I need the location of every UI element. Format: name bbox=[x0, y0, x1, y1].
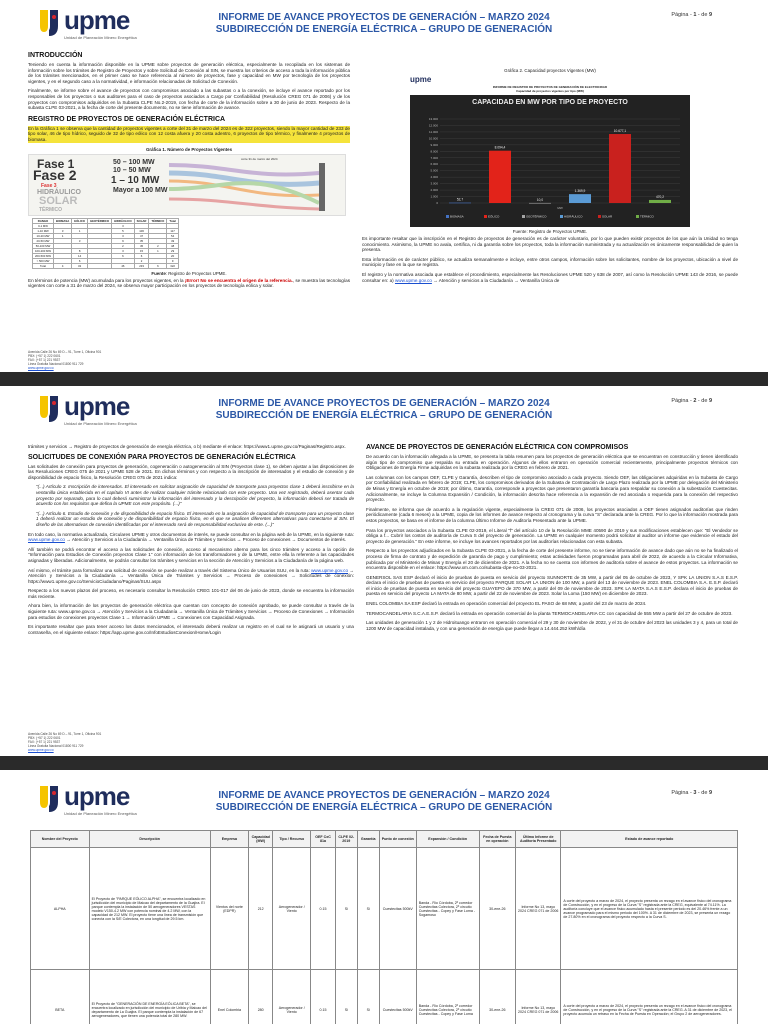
legend-entry: TÉRMICO bbox=[640, 214, 654, 219]
footer-pbx: PBX: (+57 1) 222 0601 bbox=[28, 354, 61, 358]
logo-text: upme bbox=[64, 781, 130, 811]
chart-y-tick: 13.000 bbox=[428, 117, 438, 121]
section-title-solicitudes: SOLICITUDES DE CONEXIÓN PARA PROYECTOS DE GENERACIÓN ELÉCTRICA bbox=[28, 453, 296, 461]
fig1-range4: Mayor a 100 MW bbox=[113, 186, 168, 194]
table-cell-estado: A corte del proyecto a marzo de 2024, el proyecto presenta un rezago en el avance físico del cronograma de Construcción, y en el progreso de la Curva "S" registrada ante la CREG, equivalente al 74.11%. La auditoría concluye que el avance físico acumulado hasta el presente periodo es del 20.46% frente a un avance programado para el mismo periodo del 100%. A 31 de diciembre de 2023, se presenta un rezago de 27.80% en el cronograma del proyecto respecto a la Curva S. bbox=[561, 848, 738, 970]
table-cell: 20-50 MW bbox=[33, 238, 54, 243]
page-mid: - de bbox=[696, 790, 709, 796]
table-cell-cap: 280 bbox=[248, 970, 272, 1024]
table-cell: 3 bbox=[54, 228, 72, 233]
fig1-date: corte 31 de marzo del 2024 bbox=[241, 156, 278, 161]
legend-swatch bbox=[636, 215, 639, 218]
page-current: 1 bbox=[693, 12, 697, 18]
table-cell: 47 bbox=[134, 233, 149, 238]
title-line-2: SUBDIRECCIÓN DE ENERGÍA ELÉCTRICA – GRUPO DE GENERACIÓN bbox=[215, 24, 553, 35]
footer-fax: FAX: (+57 1) 221 9537 bbox=[28, 740, 61, 744]
sol-paragraph-3: Allí también se podrá encontrar el acceso a las solicitudes de conexión, acceso al mecanismo alterno para los cinco trámites y acceso a la opción de "Información para Estudios de Conexión proyectos Clase 1" con información de los transformadores y de la UPME, entre ella la referente a las capacidades asignadas y liberadas. Adicionalmente, se podrán consultar los trámites y servicios en la sección de Atención y Servicios a la Ciudadanía de la página web. bbox=[28, 546, 354, 563]
right-column bbox=[366, 444, 738, 635]
right-column bbox=[362, 52, 738, 287]
chart-data-label: 10.677,1 bbox=[613, 129, 627, 134]
figure-2-block bbox=[410, 75, 738, 227]
table-cell-clpe: Si bbox=[336, 970, 358, 1024]
chart-title: CAPACIDAD EN MW POR TIPO DE PROYECTO bbox=[472, 99, 628, 106]
table-cell: 54 bbox=[167, 233, 178, 238]
table-cell: 3 bbox=[112, 223, 135, 228]
table-cell: 6 bbox=[72, 258, 88, 263]
legend-swatch bbox=[598, 215, 601, 218]
document-page-3 bbox=[0, 770, 768, 1024]
sol4-text-a: Así mismo, el trámite para formalizar una solicitud de conexión se puede realizar a través del Sistema Único de Usuarios SUU, en la ruta: bbox=[28, 567, 312, 573]
chart-y-tick: 4.000 bbox=[430, 175, 438, 180]
document-title bbox=[0, 12, 768, 36]
table-cell-cap: 212 bbox=[248, 848, 272, 970]
figure-2-caption: Gráfica 2. Capacidad proyectos Vigentes (MW) bbox=[504, 68, 596, 73]
right-paragraph-1: Es importante resaltar que la inscripción en el Registro de proyectos de generación es de carácter voluntario, por lo que pueden existir proyectos de los que aún la Unidad no tenga conocimiento. Asimismo, la UPME no avala, certifica, ni da garantía sobre los proyectos, toda la información suministrada y su actualización es únicamente responsabilidad de quien la presenta. bbox=[362, 236, 738, 253]
table-cell: 2 bbox=[149, 243, 167, 248]
page-total: 9 bbox=[708, 790, 712, 796]
table-header-cell: Descripción bbox=[89, 831, 210, 848]
upme-link[interactable]: www.upme.gov.co bbox=[311, 567, 349, 573]
document-title bbox=[0, 398, 768, 422]
table-cell: 1 bbox=[149, 248, 167, 253]
legend-swatch bbox=[560, 215, 563, 218]
fig1-range1: 50 – 100 MW bbox=[113, 158, 155, 166]
table-cell-punto: Cuestecitas 500kV bbox=[379, 970, 416, 1024]
page-header bbox=[0, 770, 768, 826]
sol-paragraph-6: Ahora bien, la información de los proyectos de generación eléctrica que cuentan con concepto de conexión aprobado, se puede consultar a través de la siguiente ruta: www.upme.gov.co → Atención y Servicios a la Ciudadanía → Ventanilla Única de Trámites y Servicios → Proceso de Conexiones → Información para estudios de conexiones proyectos Clase 1 → Información UPME → Conexiones con Capacidad Asignada. bbox=[28, 603, 354, 620]
table-cell: 8 bbox=[72, 248, 88, 253]
page-mid: - de bbox=[696, 12, 709, 18]
legend-swatch bbox=[522, 215, 525, 218]
footer-pbx: PBX: (+57 1) 222 0601 bbox=[28, 736, 61, 740]
logo-tagline: Unidad de Planeación Minero Energética bbox=[64, 35, 137, 40]
page-current: 3 bbox=[693, 790, 697, 796]
mw-text-b: , se muestra las tecnologías vigentes con corte a 31 de marzo del 2024, se observa mayor participación en los proyectos de tecnología eólica y solar. bbox=[28, 277, 350, 289]
title-line-2: SUBDIRECCIÓN DE ENERGÍA ELÉCTRICA – GRUPO DE GENERACIÓN bbox=[215, 410, 553, 421]
capacity-bar-chart bbox=[410, 95, 690, 227]
table-cell-punto: Cuestecitas 500kV bbox=[379, 848, 416, 970]
table-header-row bbox=[31, 831, 738, 848]
table-cell: 100-200 MW bbox=[33, 248, 54, 253]
table-cell bbox=[87, 263, 111, 268]
table-cell: 48 bbox=[167, 243, 178, 248]
table-cell: 322 bbox=[167, 263, 178, 268]
document-page-1 bbox=[0, 0, 768, 372]
fig1-tec3: TÉRMICO bbox=[39, 206, 63, 213]
legend-entry: EÓLICO bbox=[488, 214, 500, 219]
mw-text-a: En términos de potencia (MW) acumulada para los proyectos vigentes, en la bbox=[28, 277, 185, 283]
table-cell-audit: Informe No 13, mayo 2024 CREG 071 de 2006 bbox=[516, 970, 561, 1024]
footer-address: Avenida Calle 26 No 69 D – 91, Torre 1, Oficina 901 bbox=[28, 350, 102, 354]
chart-y-tick: 1.000 bbox=[430, 194, 438, 199]
table-header-cell: Punto de conexión bbox=[379, 831, 416, 848]
av-paragraph-1: De acuerdo con la información allegada a la UPME, se presenta la tabla resumen para los proyectos de generación eléctrica que se encuentran en construcción y tienen identificado algún tipo de compromiso que respalda su entrada en operación. Algunos de ellos entraron en operación comercial recientemente, principalmente proyectos térmicos con Obligaciones de Energía Firme adquiridas en la subasta realizada por la CREG en febrero de 2021. bbox=[366, 454, 738, 471]
table-cell: 49 bbox=[167, 238, 178, 243]
table-header-cell: Último Informe de Auditoría Presentado bbox=[516, 831, 561, 848]
highlighted-paragraph: En la Gráfica 1 se observa que la cantidad de proyectos vigentes a corte del 31 de marzo del 2024 es de 322 proyectos, siendo la mayor cantidad de 233 de tipo solar, 46 de tipo hídrico, seguido de 32 de tipo eólico con 12 costa afuera y 20 costa adentro, 6 proyectos de tipo térmico, y finalmente 4 proyectos de biomasa. bbox=[28, 125, 350, 142]
table-header-cell: HIDRÁULICO bbox=[112, 218, 135, 223]
table-cell-desc: El Proyecto de "PARQUE EÓLICO ALPHA", se encuentra localizado en jurisdicción del municipio de Maicao del departamento de la Guajira. El parque contempla la instalación de 50 aerogeneradores VESTAS modelo V150-4.2 MW con potencia nominal de 4.2 MW, con la capacidad de 212 MW. El proyecto tiene una línea de transmisión que conecta con la S/E Colectora, en una longitud de 29.5 km. bbox=[89, 848, 210, 970]
section-title-registro: REGISTRO DE PROYECTOS DE GENERACIÓN ELÉCTRICA bbox=[28, 115, 226, 123]
figure-1-infographic bbox=[28, 154, 346, 216]
av-paragraph-3: Finalmente, se informa que de acuerdo a la regulación vigente, especialmente la CREG 071 de 2006, los proyectos asociados a OEF tienen asignados auditorías que rinden periódicamente (cada 6 meses) a la UPME, copia de los informes de avance respecto al cronograma y la curva "S" declarada ante la CREG. Por lo que la información mostrada para estos proyectos, se basa en el informe de la columna Último Informe de Auditoría Presentado ante la UPME. bbox=[366, 506, 738, 523]
table-cell-tipo: Aerogenerador / Viento bbox=[273, 848, 311, 970]
logo-text: upme bbox=[64, 391, 130, 421]
av-paragraph-6: GENERSOL SAS ESP declaró el inicio de pruebas de puesta en servicio del proyecto SUNNORTE de 35 MW, a partir del 05 de octubre de 2023, Y SPK LA UNION S.A.S E.S.P. declara el inicio de pruebas de puesta en servicio del proyecto PARQUE SOLAR LA UNION de 100 MW, a partir del 13 de noviembre de 2023. ENEL COLOMBIA S.A. E.S.P. declaró el inicio de pruebas de puesta en servicio del proyecto GUAYEPO de 370 MW, a partir del 09 de noviembre de 2023. SPK LA MATA S.A.S E.S.P. declara el inicio de pruebas de puesta en servicio del proyecto LA MATA de 80 MW, a partir del 22 de noviembre de 2023. Solar la Loma (150 MW) en diciembre de 2023. bbox=[366, 574, 738, 597]
table-header-cell: SOLAR bbox=[134, 218, 149, 223]
chart-data-label: 10,0 bbox=[536, 197, 544, 202]
table-cell-name: ALPHA bbox=[31, 848, 90, 970]
sol-paragraph-5: Respecto a los nuevos plazos del proceso, es necesario consultar la Resolución CREG 101-017 del 06 de junio de 2023, donde se encuentra la información más reciente. bbox=[28, 588, 354, 599]
table-cell: 106 bbox=[134, 228, 149, 233]
fig1-fase1: Fase 1 bbox=[37, 156, 75, 171]
sol4-text-b: → Atención y Servicios a la Ciudadanía → Ventanilla Única de Trámites y Servicios → Proceso de conexiones → Solicitudes de conexión: https://www1.upme.gov.co/ServicioCiudadano/Paginas/SUU.aspx bbox=[28, 567, 354, 584]
table-cell-oef: 0.15 bbox=[311, 848, 336, 970]
page-prefix: Página - bbox=[671, 790, 694, 796]
legend-entry: SOLAR bbox=[602, 214, 613, 219]
chart-subtitle-1: INFORME DE REGISTRO DE PROYECTOS DE GENERACIÓN DE ELECTRICIDAD bbox=[492, 85, 608, 89]
table-cell: 20 bbox=[167, 253, 178, 258]
table-cell: 233 bbox=[134, 263, 149, 268]
table-header-cell: GEOTÉRMICO bbox=[87, 218, 111, 223]
document-page-2 bbox=[0, 386, 768, 756]
table-cell-name: BETA bbox=[31, 970, 90, 1024]
r3-text-a: El registro y la normativa asociada que establece el procedimiento, especialmente las Resoluciones UPME 520 y 638 de 2007, así como la Resolución UPME 143 de 2016, se puede consultar en: a) bbox=[362, 271, 738, 283]
page-mid: - de bbox=[696, 398, 709, 404]
sol-quote-1: "(...) Artículo 3. Inscripción de interesados. El interesado en solicitar asignación de capacidad de transporte para proyectos clase 1 deberá inscribirse en la ventanilla única establecida en el capítulo VI antes de realizar cualquier trámite relacionado con este proyecto. Una vez registrado, deberá asentar cada proyecto por separado, para lo cual deberá suministrar la información del interesado y la descripción del proyecto, la información deberá ser tratada de acuerdo con los requisitos que defina la UPME con este propósito. (...)" bbox=[36, 484, 354, 507]
table-cell-fecha: 30-ene-26 bbox=[479, 848, 515, 970]
figure-1-caption: Gráfica 1. Número de Proyectos Vigentes bbox=[145, 146, 233, 152]
table-cell-audit: Informe No 13, mayo 2024 CREG 071 de 2006 bbox=[516, 848, 561, 970]
chart-y-tick: 9.000 bbox=[430, 142, 438, 147]
table-header-cell: TÉRMICO bbox=[149, 218, 167, 223]
table-cell: 1 bbox=[54, 233, 72, 238]
chart-x-label: MW bbox=[557, 206, 563, 210]
table-cell: 46 bbox=[112, 263, 135, 268]
intro-paragraph-2: Finalmente, se informe sobre el avance de proyectos con compromisos asociado a las subastas o a la conexión, se incluye el avance reportado por los responsables de los proyectos o sus auditores para el caso de proyectos asociados a Cargo por Confiabilidad (Resolución CREG 071 de 2006) y de los proyectos con compromisos adquiridos en la Subasta CLPE No.2-2019, con fecha de corte de la información sobre a 30 de junio de 2023. Respecto de la subasta CLPE 03-2021, a la fecha de corte del presente documento, no se tiene información de avance. bbox=[28, 88, 350, 111]
sol2-text-b: → Atención y Servicios a la Ciudadanía → Ventanilla Única de Trámites y Servicios → Proceso de conexiones → Documentos de interés. bbox=[64, 537, 347, 543]
fig1-range3: 1 – 10 MW bbox=[111, 174, 160, 186]
footer-line: Línea Gratuita Nacional 01800 911 729 bbox=[28, 744, 84, 748]
chart-data-label: 470,2 bbox=[656, 194, 664, 199]
table-header-cell: EÓLICO bbox=[72, 218, 88, 223]
chart-bar bbox=[609, 134, 631, 203]
av-paragraph-8: TERMOCANDELARIA S.C.A.E.S.P. declaró la entrada en operación comercial de la planta TERMOCANDELARIA CC con capacidad de 555 MW a partir del 27 de octubre de 2023. bbox=[366, 610, 733, 616]
av-paragraph-4: Para los proyectos asociados a la Subasta CLPE 02-2019, el Literal "f" del artículo 10 de la Resolución MME 40590 de 2019 y sus modificaciones establecen que: "El Vendedor se obliga a f... Cubrir los costos de auditoría de Curva S del proyecto de generación. La UPME en cualquier momento podrá solicitar al auditor un informe que evidencie el estado del proyecto de generación." En este informe, se incluye los avances reportados por las auditorías relacionadas con esta subasta. bbox=[366, 527, 738, 544]
table-cell: 14 bbox=[72, 253, 88, 258]
page-current: 2 bbox=[693, 398, 697, 404]
chart-y-tick: 0 bbox=[436, 201, 438, 205]
figure-1-table bbox=[32, 218, 179, 269]
r3-text-b: → Atención y servicios a la Ciudadanía → Ventanilla Única de bbox=[431, 277, 560, 283]
table-cell: > 500 MW bbox=[33, 258, 54, 263]
logo-text: upme bbox=[64, 5, 130, 35]
table-cell-gar: Si bbox=[357, 970, 379, 1024]
table-cell-estado: A corte del proyecto a marzo de 2024, el proyecto presenta un rezago en el avance físico del cronograma de Construcción, y en el progreso de la Curva "S" registrada ante la CREG. A 31 de diciembre de 2023, el proyecto acumula un retraso en la Fecha de Puesta en Operación; el Grupo 2 de aerogeneradores. bbox=[561, 970, 738, 1024]
fig1-source-text: : Registro de Proyectos UPME. bbox=[165, 270, 227, 276]
table-cell-empresa: Enel Colombia bbox=[210, 970, 248, 1024]
sol-paragraph-7: Es importante resaltar que para tener acceso los datos mencionados, el interesado deberá realizar un registro en el cual se le asignará un usuario y una contraseña, en el siguiente enlace: https://app.upme.gov.co/InfoEstudiosConexion/Home/Login bbox=[28, 624, 354, 635]
title-line-2: SUBDIRECCIÓN DE ENERGÍA ELÉCTRICA – GRUPO DE GENERACIÓN bbox=[215, 802, 553, 813]
legend-entry: BIOMASA bbox=[450, 214, 464, 219]
table-header-cell: Estado de avance reportado bbox=[561, 831, 738, 848]
chart-bar bbox=[569, 194, 591, 203]
fig1-range2: 10 – 50 MW bbox=[113, 166, 151, 174]
table-header-cell: Capacidad (MW) bbox=[248, 831, 272, 848]
table-cell: 32 bbox=[72, 263, 88, 268]
table-cell-gar: Si bbox=[357, 848, 379, 970]
logo-tagline: Unidad de Planeación Minero Energética bbox=[64, 421, 137, 426]
footer-web: www.upme.gov.co bbox=[28, 366, 54, 370]
table-cell: 6 bbox=[112, 253, 135, 258]
figure-1-source bbox=[28, 271, 350, 276]
table-cell: 117 bbox=[167, 228, 178, 233]
footer-web: www.upme.gov.co bbox=[28, 748, 54, 752]
table-cell: 35 bbox=[134, 238, 149, 243]
av-paragraph-9: Las unidades de generación 1 y 2 de Hidroituango entraron en operación comercial el 29 y 30 de noviembre de 2022, y el 31 de octubre del 2023 las unidades 3 y 4, para un total de 1200 MW de capacidad instalada, y con una generación de energía que puede llegar a 14.444.252 kWh/día bbox=[366, 620, 738, 631]
chart-y-tick: 11.000 bbox=[429, 129, 438, 134]
table-cell-clpe: Si bbox=[336, 848, 358, 970]
chart-bar bbox=[449, 203, 471, 204]
av-paragraph-5: Respecto a los proyectos adjudicados en la Subasta CLPE 03-2021, a la fecha de corte del presente informe, no se tiene información de avance dado que aún no se ha finalizado el proceso de firma de contrato y de expedición de garantía de pago y cumplimiento; estas actividades fueron programadas para abril de 2022, de acuerdo a la Circular Informativa, publicada por el Ministerio de Minas y Energía el 20 de diciembre de 2021. A la fecha no se cuenta con informes de auditoría sobre el avance de estos proyectos. La información se encuentra disponible en el enlace: https://www.xm.com.co/subasta-clpe-no-03-2021. bbox=[366, 548, 738, 571]
table-cell: 9 bbox=[167, 258, 178, 263]
sol2-text-a: En todo caso, la normativa actualizada, Circulares UPME y otros documentos de interés, se puede consultar en la página web de la UPME, en la siguiente ruta: bbox=[28, 531, 354, 537]
legend-entry: HIDRÁULICO bbox=[564, 214, 583, 219]
footer-line: Línea Gratuita Nacional 01800 911 729 bbox=[28, 362, 84, 366]
table-header-cell: Empresa bbox=[210, 831, 248, 848]
right-paragraph-2: Esta información es de carácter público, se actualiza semanalmente e incluye, entre otros campos, información sobre los solicitantes, nombre de los proyectos, ubicación a nivel de municipio y fase en la que se registra. bbox=[362, 256, 738, 268]
table-row bbox=[31, 970, 738, 1024]
logo-tagline: Unidad de Planeación Minero Energética bbox=[64, 811, 137, 816]
chart-data-label: 8.094,4 bbox=[494, 145, 506, 150]
table-header-cell: OEF CxC 81a bbox=[311, 831, 336, 848]
chart-y-tick: 5.000 bbox=[430, 168, 438, 173]
chart-y-tick: 10.000 bbox=[428, 136, 438, 141]
legend-entry: GEOTÉRMICO bbox=[526, 214, 547, 219]
page-footer bbox=[28, 732, 101, 752]
table-header-cell: RANGO bbox=[33, 218, 54, 223]
chart-logo: upme bbox=[410, 75, 432, 84]
upme-link[interactable]: www.upme.gov.co bbox=[394, 277, 432, 283]
table-cell: 10-20 MW bbox=[33, 233, 54, 238]
page-prefix: Página - bbox=[671, 398, 694, 404]
table-cell: 3 bbox=[112, 248, 135, 253]
table-header-cell: Garantía bbox=[357, 831, 379, 848]
document-title bbox=[0, 790, 768, 814]
table-cell: 3 bbox=[112, 233, 135, 238]
fig1-tec1: HIDRÁULICO bbox=[37, 188, 81, 196]
chart-data-label: 1.369,9 bbox=[574, 189, 586, 194]
table-cell: 50-100 MW bbox=[33, 243, 54, 248]
sol-paragraph-2 bbox=[28, 532, 354, 543]
left-column bbox=[28, 52, 350, 293]
table-cell: 29 bbox=[167, 248, 178, 253]
fig1-fase2: Fase 2 bbox=[33, 166, 77, 183]
page-footer bbox=[28, 350, 101, 370]
table-cell: 6 bbox=[149, 263, 167, 268]
table-cell: 4 bbox=[54, 263, 72, 268]
page-header bbox=[0, 386, 768, 432]
chart-plot bbox=[410, 95, 690, 227]
continued-paragraph: trámites y servicios → Registro de proyectos de generación de energía eléctrica, o b) mediante el enlace: https://www1.upme.gov.co/Paginas/Registro.aspx. bbox=[28, 444, 346, 449]
chart-y-tick: 8.000 bbox=[430, 149, 438, 154]
chart-y-tick: 6.000 bbox=[430, 162, 438, 167]
table-cell: 1 bbox=[72, 228, 88, 233]
table-cell-exp: Banda - Río Córdoba, 2º corredor Cuestecitas Colectora, 2º circuito Cuestecitas - Copey y Fase Loma - Sogamoso bbox=[416, 848, 479, 970]
footer-address: Avenida Calle 26 No 69 D – 91, Torre 1, Oficina 901 bbox=[28, 732, 102, 736]
sol-quote-2: "(...) Artículo 6. Estudio de conexión y de disponibilidad de espacio físico. El interesado en la asignación de capacidad de transporte para un proyecto clase 1 deberá realizar un estudio de conexión y de disponibilidad de espacio físico, en el que se analicen diferentes alternativas para conectarse al SIN. El diseño de las alternativas de conexión identificadas por el interesado será de responsabilidad exclusiva de este. (...)" bbox=[36, 510, 354, 527]
section-title-intro: INTRODUCCIÓN bbox=[28, 52, 83, 59]
table-row bbox=[31, 848, 738, 970]
table-cell: 3 bbox=[72, 238, 88, 243]
table-cell-oef: 0.15 bbox=[311, 970, 336, 1024]
page-number bbox=[671, 398, 712, 404]
page-prefix: Página - bbox=[671, 12, 694, 18]
table-cell: Total bbox=[33, 263, 54, 268]
fig1-fase3: Fase 3 bbox=[41, 182, 57, 189]
page-header bbox=[0, 0, 768, 46]
title-line-1: INFORME DE AVANCE PROYECTOS DE GENERACIÓN – MARZO 2024 bbox=[218, 12, 550, 23]
table-header-cell: BIOMASA bbox=[54, 218, 72, 223]
page-number bbox=[671, 790, 712, 796]
table-header-cell: Fecha de Puesta en operación bbox=[479, 831, 515, 848]
table-cell-tipo: Aerogenerador / Viento bbox=[273, 970, 311, 1024]
title-line-1: INFORME DE AVANCE PROYECTOS DE GENERACIÓN – MARZO 2024 bbox=[218, 790, 550, 801]
table-cell: 2 bbox=[112, 243, 135, 248]
right-paragraph-3 bbox=[362, 272, 738, 283]
chart-y-tick: 7.000 bbox=[430, 155, 438, 160]
footer-fax: FAX: (+57 1) 221 9537 bbox=[28, 358, 61, 362]
fig1-source-label: Fuente bbox=[151, 270, 166, 276]
table-cell-empresa: Vientos del norte (EDPR) bbox=[210, 848, 248, 970]
page-number bbox=[671, 12, 712, 18]
chart-y-tick: 12.000 bbox=[428, 123, 438, 128]
title-line-1: INFORME DE AVANCE PROYECTOS DE GENERACIÓN – MARZO 2024 bbox=[218, 398, 550, 409]
av-paragraph-7: ENEL COLOMBIA SA ESP declaró la entrada en operación comercial del proyecto EL PASO de 68 MW, a partir del 23 de marzo de 2024. bbox=[366, 601, 647, 607]
fig1-tec2: SOLAR bbox=[39, 194, 78, 207]
table-cell: 15 bbox=[134, 248, 149, 253]
table-cell: 1-10 MW bbox=[33, 228, 54, 233]
table-header-cell: Total bbox=[167, 218, 178, 223]
chart-bar bbox=[489, 151, 511, 203]
table-cell: 2 bbox=[134, 258, 149, 263]
table-header-cell: Expansión / Condición bbox=[416, 831, 479, 848]
chart-subtitle-2: Capacidad de proyectos vigentes por tipo (MW) bbox=[516, 89, 584, 93]
table-cell: 5 bbox=[112, 228, 135, 233]
chart-y-tick: 2.000 bbox=[430, 188, 438, 193]
table-cell: 0-1 MW bbox=[33, 223, 54, 228]
left-column bbox=[28, 444, 354, 639]
table-row bbox=[33, 263, 179, 268]
table-cell-desc: El Proyecto de "GENERACIÓN DE ENERGÍA EÓLICA BETA", se encuentra localizado en jurisdicción del municipio de Uribia y Maicao del departamento de La Guajira. El parque contempla la instalación de 67 aerogeneradores, que tienen una potencia total de 280 MW. bbox=[89, 970, 210, 1024]
table-cell: 200-500 MW bbox=[33, 253, 54, 258]
legend-swatch bbox=[446, 215, 449, 218]
chart-bar bbox=[529, 203, 551, 204]
table-header-cell: Nombre del Proyecto bbox=[31, 831, 90, 848]
intro-paragraph-1: Teniendo en cuenta la información disponible en la UPME sobre proyectos de generación eléctrica, especialmente la recopilada en los sistemas de información sobre los trámites de Registro de Proyectos y sobre Solicitud de Conexión al SIN, se muestra los criterios de acceso a toda la información pública de los trámites mencionados, en el primer caso se hace referencia al número de proyectos, fase y capacidad en MW por tecnología de los proyectos vigentes, y en el segundo caso a la normatividad, e información relacionadas de Solicitud de Conexión. bbox=[28, 62, 350, 84]
table-header-cell: Tipo / Recurso bbox=[273, 831, 311, 848]
page-total: 9 bbox=[708, 12, 712, 18]
sol-paragraph-4 bbox=[28, 568, 354, 585]
table-cell: 45 bbox=[134, 243, 149, 248]
reference-error: ¡Error! No se encuentra el origen de la referencia. bbox=[184, 277, 293, 283]
projects-table bbox=[30, 830, 738, 1024]
sol-paragraph-1: Las solicitudes de conexión para proyectos de generación, cogeneración o autogeneración al SIN (Proyectos clase 1), se deben ajustar a las disposiciones de las Resoluciones CREG 075 de 2021 y UPME 528 de 2021. En dichos términos y con respecto a la inscripción de interesados y el estudio de conexión y de disponibilidad de espacio físico, la Resolución CREG 075 de 2021 indica: bbox=[28, 463, 354, 480]
table-cell: 6 bbox=[134, 253, 149, 258]
table-cell-exp: Banda - Río Córdoba, 2º corredor Cuestecitas Colectora, 2º circuito Cuestecitas - Copey y Fase Loma bbox=[416, 970, 479, 1024]
mw-paragraph bbox=[28, 278, 350, 289]
table-header-cell: CLPE 02-2019 bbox=[336, 831, 358, 848]
page-total: 9 bbox=[708, 398, 712, 404]
upme-link[interactable]: www.upme.gov.co bbox=[28, 537, 65, 543]
chart-data-label: 52,7 bbox=[456, 197, 464, 202]
chart-y-tick: 3.000 bbox=[430, 181, 438, 186]
table-cell-fecha: 30-ene-26 bbox=[479, 970, 515, 1024]
legend-swatch bbox=[484, 215, 487, 218]
table-cell: 9 bbox=[112, 238, 135, 243]
chart-bar bbox=[649, 200, 671, 203]
section-title-avance: AVANCE DE PROYECTOS DE GENERACIÓN ELÉCTRICA CON COMPROMISOS bbox=[366, 444, 629, 451]
figure-2-source: Fuente: Registro de Proyectos UPME. bbox=[512, 229, 588, 234]
av-paragraph-2: Las columnas con los campos OEF, CLPE y Garantía, describen el tipo de compromiso asociado a cada proyecto. Siendo OEF, las obligaciones adquiridas en la Subasta de Cargo por Confiabilidad realizada en febrero de 2019; CLPE, los compromisos derivados de la Subasta de Contratación de Largo Plazo realizada por la UPME por delegación del Ministerio de Minas y Energía en octubre de 2019; por último, Garantía, corresponde a proyectos que presentaron garantía bancaria para respaldar su conexión a la subestación Cuestecitas. Adicionalmente, se incluye la Columna Expansión / Condición, la información descrita hace referencia a la expansión de red asociada o requerida para la conexión del respectivo proyecto. bbox=[366, 474, 738, 503]
